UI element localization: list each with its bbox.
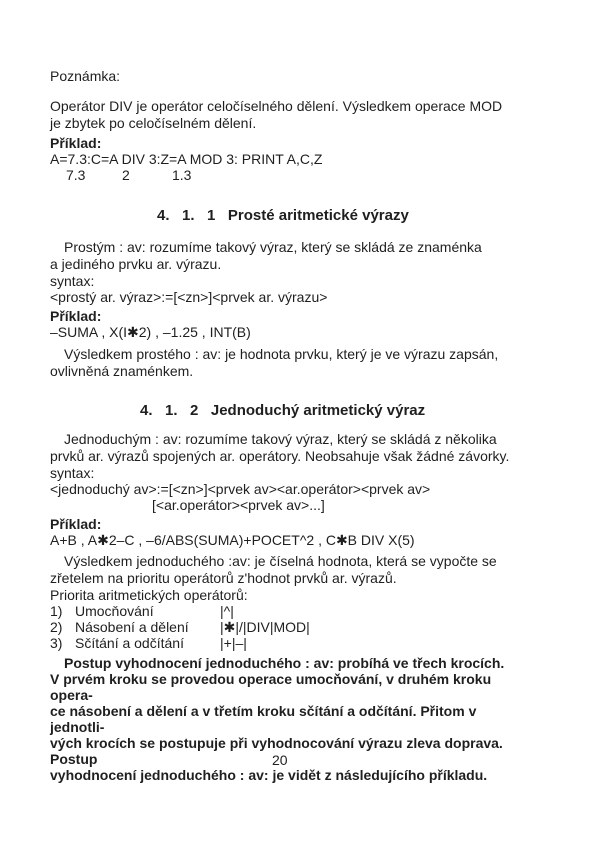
procedure-line-1: Postup vyhodnocení jednoduchého : av: probíhá ve třech krocích. bbox=[64, 655, 505, 671]
priority-ops-3: |+|–| bbox=[220, 635, 247, 651]
procedure-line-2: V prvém kroku se provedou operace umocňování, v druhém kroku opera- bbox=[50, 671, 492, 703]
priority-num-1: 1) bbox=[50, 603, 63, 619]
section2-syntax-line-1: <jednoduchý av>:=[<zn>]<prvek av><ar.operátor><prvek av> bbox=[50, 481, 431, 497]
section1-definition bbox=[50, 239, 532, 273]
section2-result-line-1: Výsledkem jednoduchého :av: je číselná hodnota, která se vypočte se bbox=[64, 553, 497, 569]
section2-example-line: A+B , A✱2–C , –6/ABS(SUMA)+POCET^2 , C✱B DIV X(5) bbox=[50, 532, 415, 548]
procedure-paragraph bbox=[50, 655, 532, 783]
section2-syntax-line-2: [<ar.operátor><prvek av>...] bbox=[152, 497, 325, 513]
section2-example-label: Příklad: bbox=[50, 516, 102, 532]
priority-name-2: Násobení a dělení bbox=[75, 619, 189, 635]
note-text bbox=[50, 98, 532, 132]
section2-def-line-1: Jednoduchým : av: rozumíme takový výraz, který se skládá z několika bbox=[64, 431, 497, 447]
note-example-code: A=7.3:C=A DIV 3:Z=A MOD 3: PRINT A,C,Z bbox=[50, 151, 323, 167]
section1-result bbox=[50, 346, 532, 380]
section-heading-4-1-2: 4. 1. 2 Jednoduchý aritmetický výraz bbox=[140, 402, 426, 419]
section1-syntax-label: syntax: bbox=[50, 273, 95, 289]
section1-result-line-2: ovlivněná znaménkem. bbox=[50, 363, 194, 379]
priority-name-1: Umocňování bbox=[75, 603, 154, 619]
note-output-3: 1.3 bbox=[172, 167, 192, 183]
priority-ops-2: |✱|/|DIV|MOD| bbox=[220, 619, 310, 635]
note-example-label: Příklad: bbox=[50, 135, 102, 151]
priority-num-2: 2) bbox=[50, 619, 63, 635]
section1-def-line-1: Prostým : av: rozumíme takový výraz, který se skládá ze znaménka bbox=[64, 239, 482, 255]
priority-ops-1: |^| bbox=[220, 603, 234, 619]
note-line-1: Operátor DIV je operátor celočíselného dělení. Výsledkem operace MOD bbox=[50, 98, 503, 114]
note-heading: Poznámka: bbox=[50, 68, 121, 84]
note-output-1: 7.3 bbox=[66, 167, 86, 183]
priority-label: Priorita aritmetických operátorů: bbox=[50, 587, 248, 603]
procedure-line-4: vých krocích se postupuje při vyhodnocování výrazu zleva doprava. Postup bbox=[50, 735, 503, 767]
procedure-line-5: vyhodnocení jednoduchého : av: je vidět z následujícího příkladu. bbox=[50, 767, 488, 783]
section1-example-line: –SUMA , X(I✱2) , –1.25 , INT(B) bbox=[50, 324, 251, 340]
note-output-2: 2 bbox=[122, 167, 130, 183]
priority-name-3: Sčítání a odčítání bbox=[75, 635, 184, 651]
section-heading-4-1-1: 4. 1. 1 Prosté aritmetické výrazy bbox=[157, 207, 409, 224]
procedure-line-3: ce násobení a dělení a v třetím kroku sčítání a odčítání. Přitom v jednotli- bbox=[50, 703, 477, 735]
section1-syntax-line: <prostý ar. výraz>:=[<zn>]<prvek ar. výrazu> bbox=[50, 289, 328, 305]
section2-result-line-2: zřetelem na prioritu operátorů z'hodnot prvků ar. výrazů. bbox=[50, 570, 397, 586]
section2-def-line-2: prvků ar. výrazů spojených ar. operátory. Neobsahuje však žádné závorky. bbox=[50, 448, 510, 464]
priority-num-3: 3) bbox=[50, 635, 63, 651]
section1-example-label: Příklad: bbox=[50, 308, 102, 324]
section1-def-line-2: a jediného prvku ar. výrazu. bbox=[50, 256, 222, 272]
section2-definition bbox=[50, 431, 532, 465]
section1-result-line-1: Výsledkem prostého : av: je hodnota prvku, který je ve výrazu zapsán, bbox=[64, 346, 499, 362]
page-number: 20 bbox=[272, 752, 288, 768]
section2-syntax-label: syntax: bbox=[50, 465, 95, 481]
note-line-2: je zbytek po celočíselném dělení. bbox=[50, 115, 257, 131]
section2-result bbox=[50, 553, 532, 587]
